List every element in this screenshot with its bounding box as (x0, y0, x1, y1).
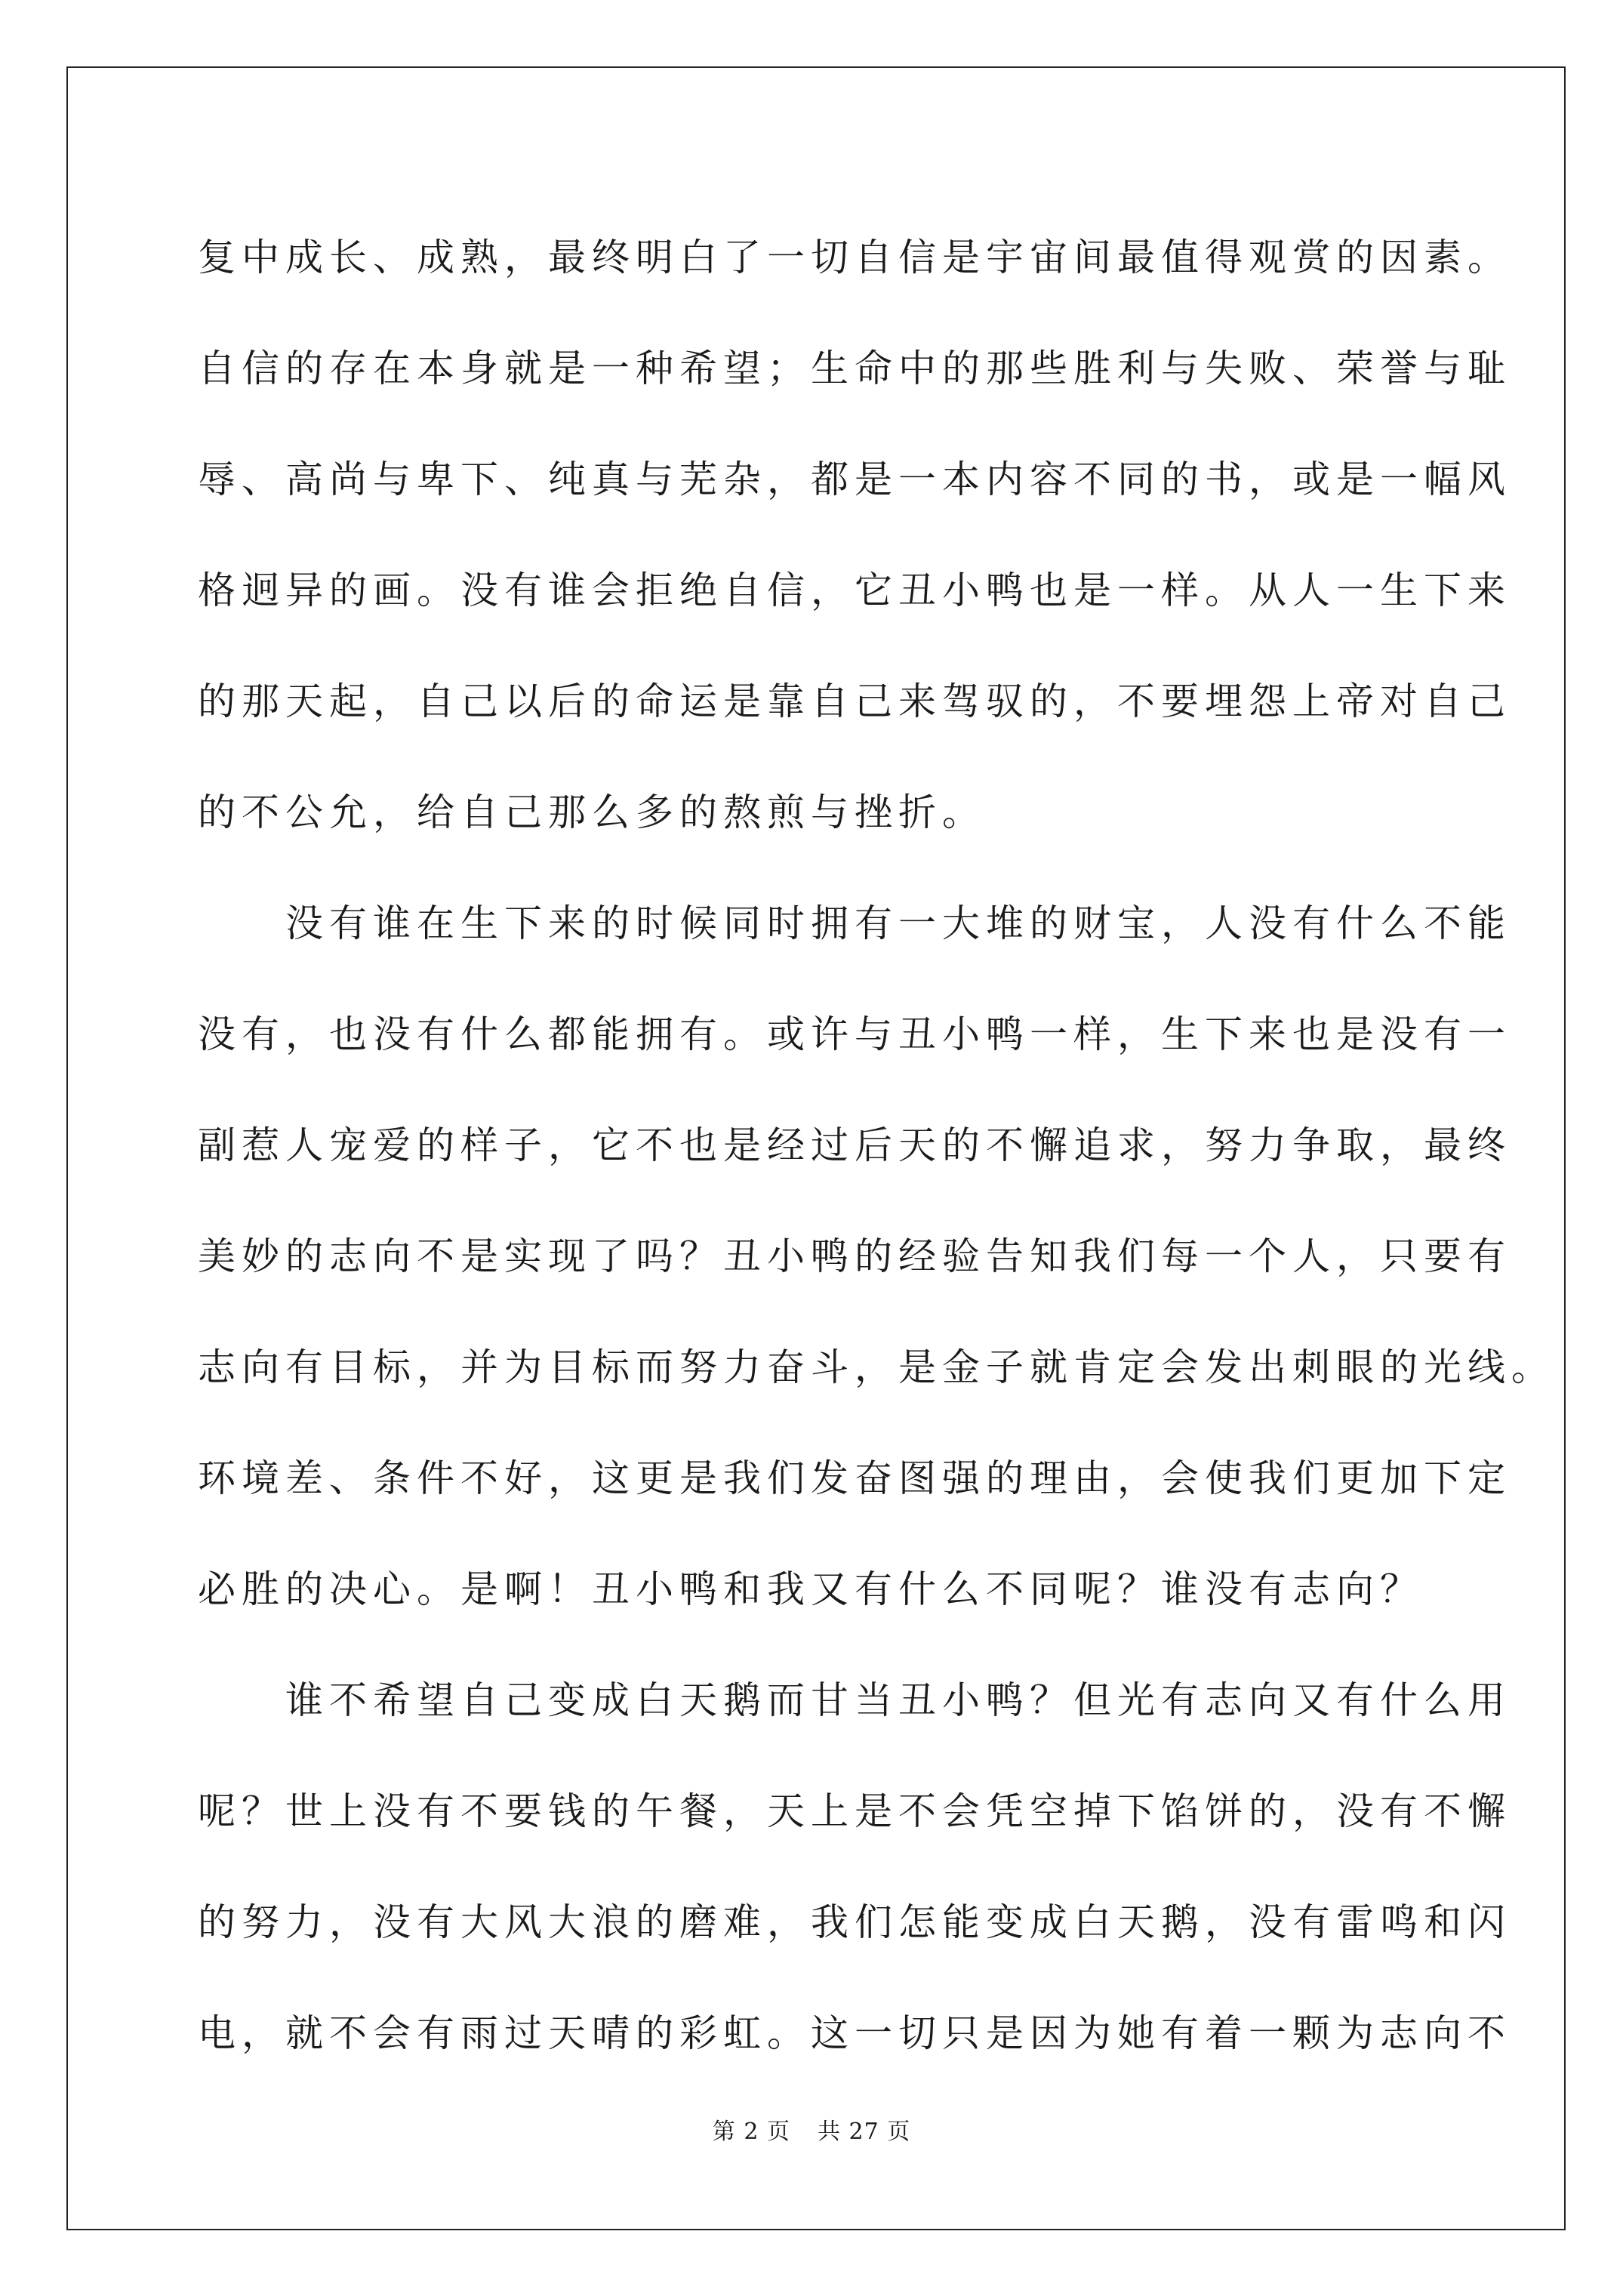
text-line: 没有谁在生下来的时候同时拥有一大堆的财宝，人没有什么不能 (285, 901, 1511, 945)
text-line: 环境差、条件不好，这更是我们发奋图强的理由，会使我们更加下定 (198, 1456, 1511, 1500)
text-line: 呢？世上没有不要钱的午餐，天上是不会凭空掉下馅饼的，没有不懈 (198, 1789, 1511, 1833)
text-line: 复中成长、成熟，最终明白了一切自信是宇宙间最值得观赏的因素。 (198, 236, 1511, 279)
paragraph-3 (198, 1645, 1511, 2089)
text-line: 的努力，没有大风大浪的磨难，我们怎能变成白天鹅，没有雷鸣和闪 (198, 1900, 1511, 1944)
text-line: 电，就不会有雨过天晴的彩虹。这一切只是因为她有着一颗为志向不 (198, 2011, 1511, 2055)
text-line: 必胜的决心。是啊！丑小鸭和我又有什么不同呢？谁没有志向？ (198, 1567, 1424, 1611)
text-line: 自信的存在本身就是一种希望；生命中的那些胜利与失败、荣誉与耻 (198, 347, 1511, 390)
paragraph-1 (198, 202, 1511, 868)
text-line: 美妙的志向不是实现了吗？丑小鸭的经验告知我们每一个人，只要有 (198, 1234, 1511, 1278)
text-line: 格迥异的画。没有谁会拒绝自信，它丑小鸭也是一样。从人一生下来 (198, 569, 1511, 612)
text-line: 的那天起，自己以后的命运是靠自己来驾驭的，不要埋怨上帝对自己 (198, 680, 1511, 723)
text-line: 没有，也没有什么都能拥有。或许与丑小鸭一样，生下来也是没有一 (198, 1012, 1511, 1056)
text-line: 副惹人宠爱的样子，它不也是经过后天的不懈追求，努力争取，最终 (198, 1123, 1511, 1167)
page-number: 第 2 页 (712, 2119, 790, 2145)
text-line: 的不公允，给自己那么多的熬煎与挫折。 (198, 791, 986, 834)
paragraph-2 (198, 868, 1555, 1645)
text-line: 谁不希望自己变成白天鹅而甘当丑小鸭？但光有志向又有什么用 (285, 1678, 1511, 1722)
document-body (198, 202, 1555, 2089)
page-total: 共 27 页 (817, 2119, 911, 2145)
page-footer (0, 2113, 1623, 2146)
text-line: 志向有目标，并为目标而努力奋斗，是金子就肯定会发出刺眼的光线。 (198, 1345, 1555, 1389)
text-line: 辱、高尚与卑下、纯真与芜杂，都是一本内容不同的书，或是一幅风 (198, 458, 1511, 501)
